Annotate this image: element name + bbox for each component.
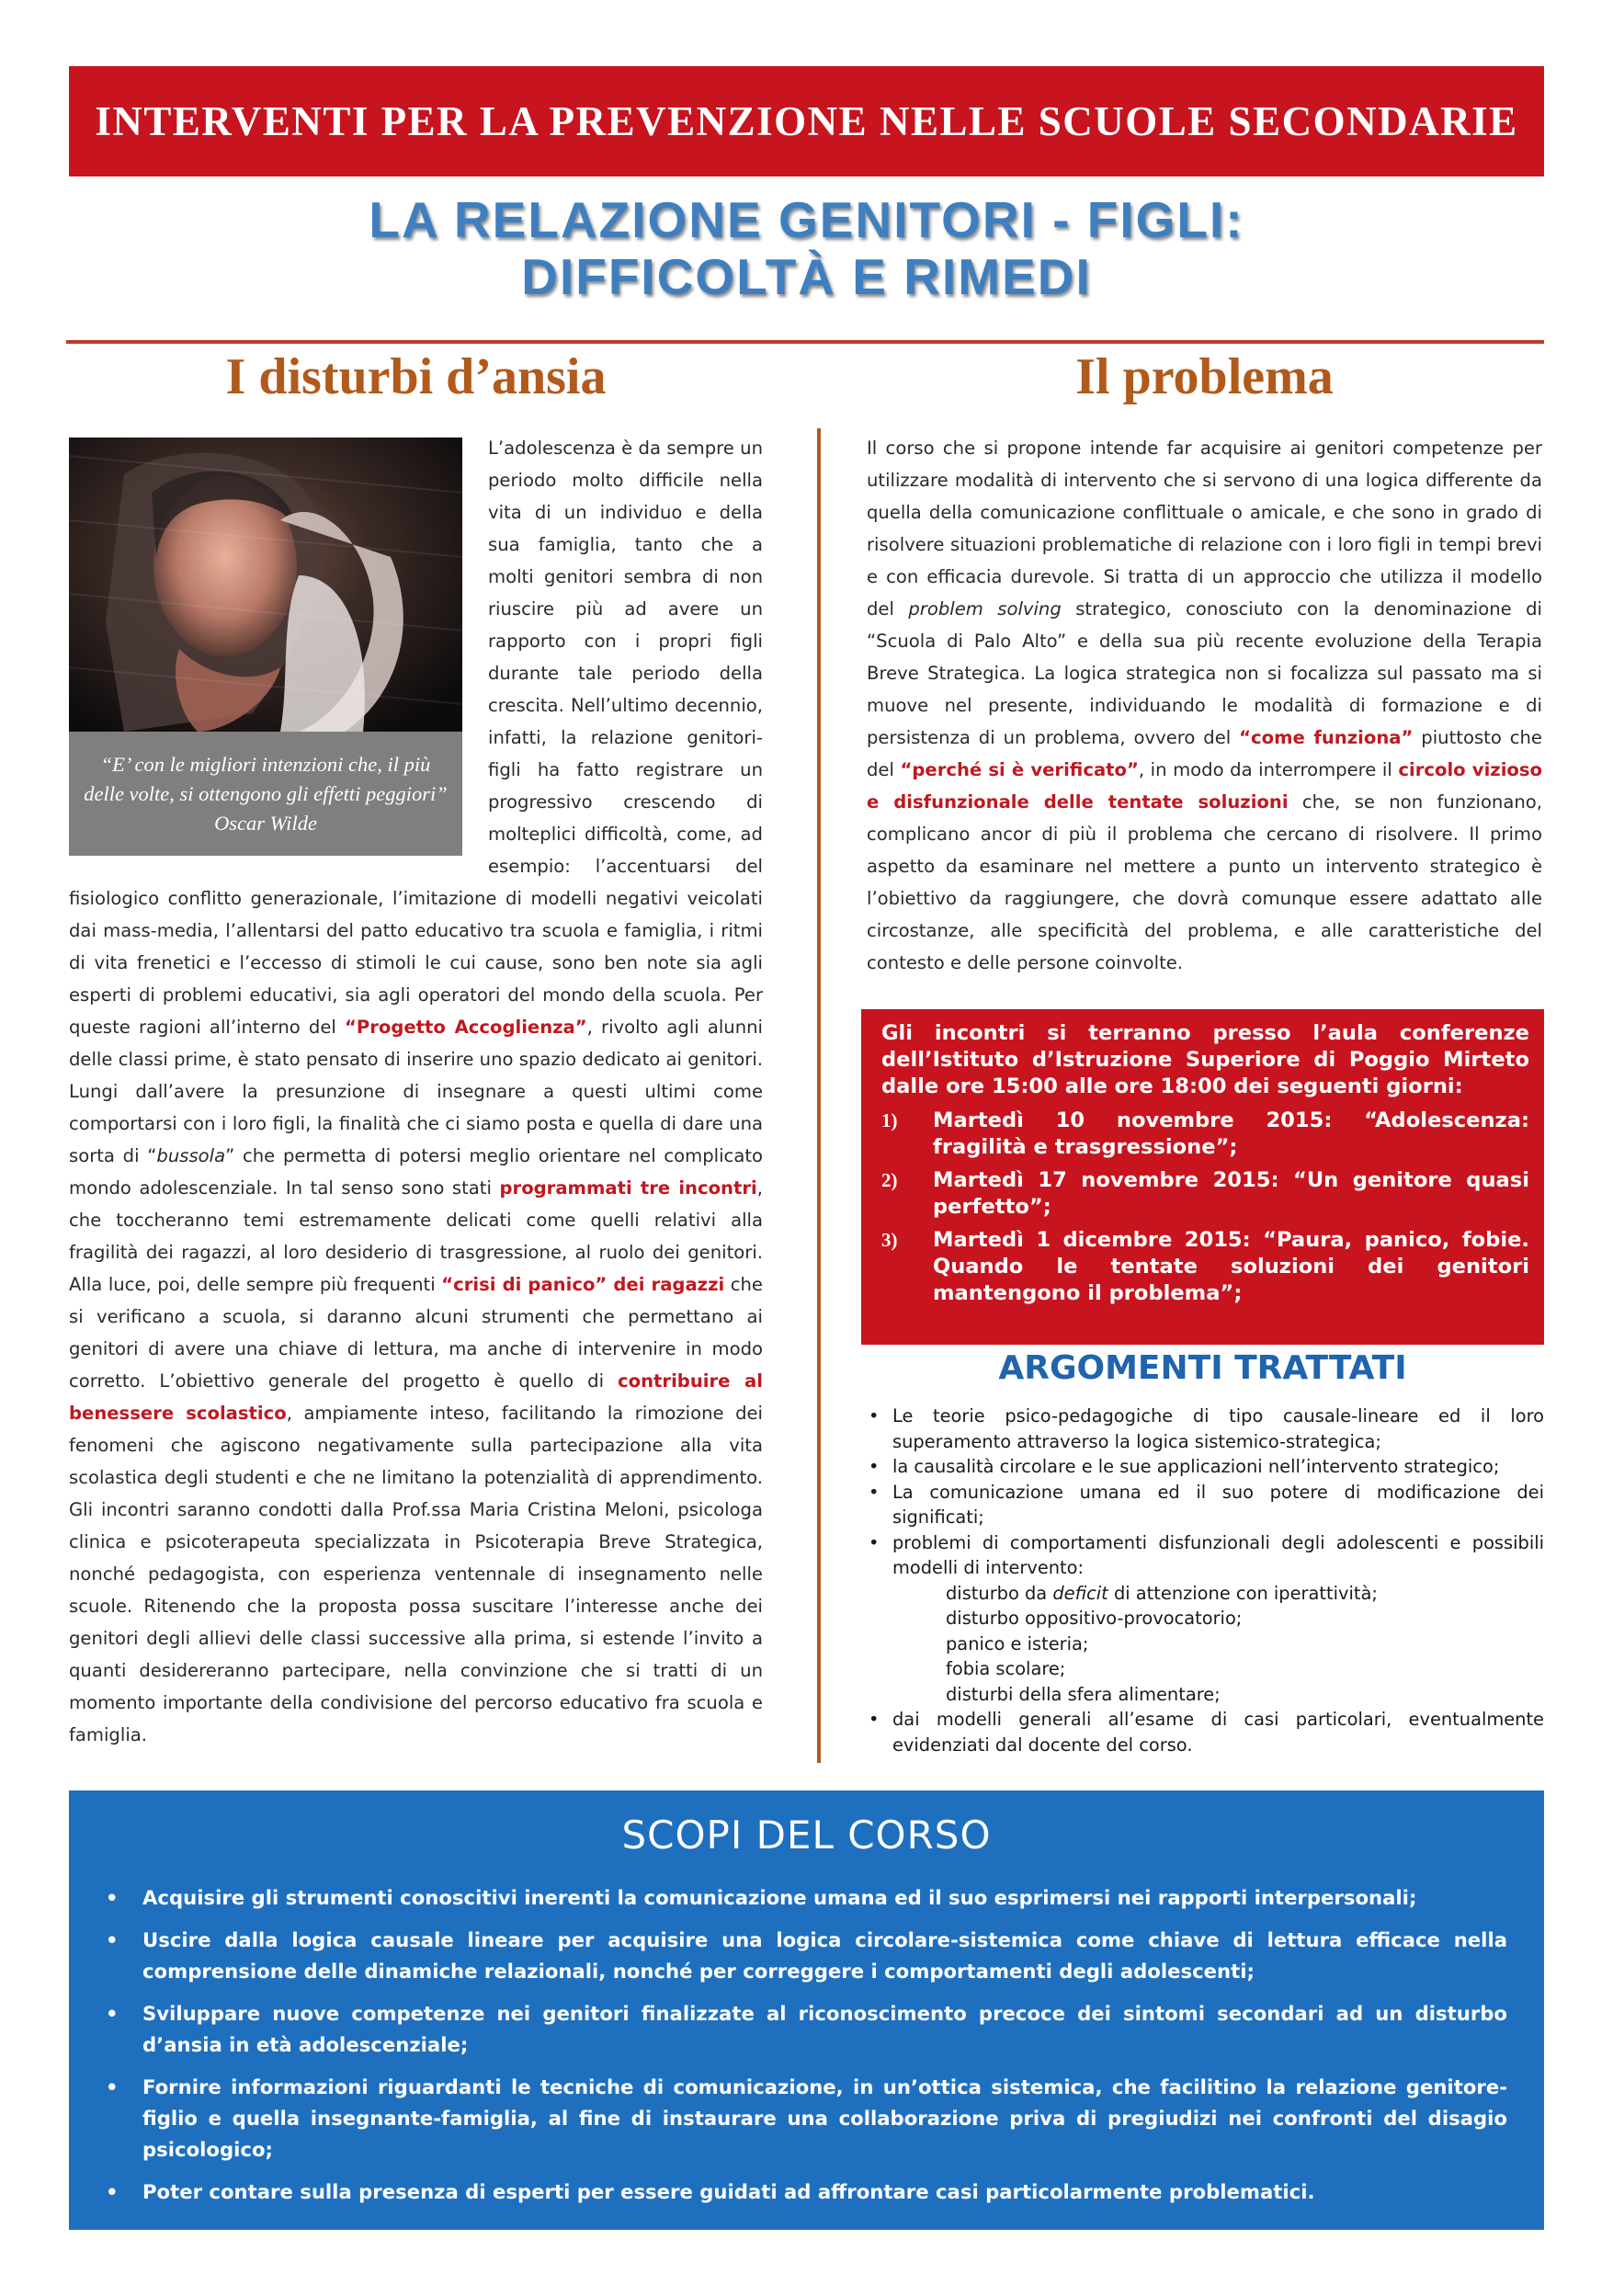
right-text-1: Il corso che si propone intende far acquisire ai genitori competenze per utilizzare modalità di intervento che si servono di una logica differente da quella della comunicazione conflittuale o amicale, e che sono in grado di risolvere situazioni problematiche di relazione con i loro figli in tempi brevi e con efficacia durevole. Si tratta di un approccio che utilizza il modello del [867, 438, 1542, 619]
goal-item: • Acquisire gli strumenti conoscitivi inerenti la comunicazione umana ed il suo esprimersi nei rapporti interpersonali; [106, 1882, 1507, 1914]
left-text-6: , ampiamente inteso, facilitando la rimozione dei fenomeni che agiscono negativamente sulla partecipazione alla vita scolastica degli studenti e che ne limitano la potenzialità di apprendimento. Gli incontri saranno condotti dalla Prof.ssa Maria Cristina Meloni, psicologa clinica e psicoterapeuta specializzata in Psicoterapia Breve Strategica, nonché pedagogista, con esperienza ventennale di insegnamento nelle scuole. Ritenendo che la proposta possa suscitare l’interesse anche dei genitori degli allievi delle classi successive alla prima, si estende l’invito a quanti desidereranno partecipare, nella convinzione che si tratti di un momento importante della condivisione del percorso educativo fra scuola e famiglia. [69, 1403, 763, 1745]
schedule-item-text: Martedì 1 dicembre 2015: “Paura, panico, fobie. Quando le tentate soluzioni dei genitori mantengono il problema”; [933, 1228, 1529, 1305]
goals-title: SCOPI DEL CORSO [621, 1813, 992, 1858]
photo-image [69, 438, 462, 732]
highlight-tre-incontri: programmati tre incontri [499, 1177, 757, 1199]
photo-caption: “E’ con le migliori intenzioni che, il più delle volte, si ottengono gli effetti peggiori” Oscar Wilde [69, 732, 462, 856]
topic-subitem: disturbo oppositivo-provocatorio; [946, 1608, 1243, 1629]
left-text-3: ” che permetta di potersi meglio orientare nel complicato mondo adolescenziale. In tal senso sono stati [69, 1145, 764, 1199]
left-text-1: L’adolescenza è da sempre un periodo molto difficile nella vita di un individuo e della sua famiglia, tanto che a molti genitori sembra di non riuscire più ad avere un rapporto con i propri figli durante tale periodo della crescita. Nell’ultimo decennio, infatti, la relazione genitori-figli ha fatto registrare un progressivo crescendo di molteplici difficoltà, come, ad esempio: l’accentuarsi del fisiologico conflitto generazionale, l’imitazione di modelli negativi veicolati dai mass-media, l’allentarsi del patto educativo tra scuola e famiglia, i ritmi di vita frenetici e l’eccesso di stimoli le cui cause, sono ben note sia agli esperti di problemi educativi, sia agli operatori del mondo della scuola. Per queste ragioni all’interno del [69, 438, 763, 1038]
emphasis-problem-solving: problem solving [908, 598, 1062, 619]
divider [66, 340, 1544, 344]
schedule-item-number: 2) [881, 1169, 898, 1191]
topic-subitem: disturbo da deficit di attenzione con iperattività; [946, 1582, 1378, 1604]
highlight-benessere-scolastico: contribuire al benessere scolastico [69, 1370, 763, 1424]
right-heading: Il problema [1075, 348, 1334, 405]
right-text-3: piuttosto che del [867, 727, 1542, 780]
schedule-box [861, 1009, 1544, 1345]
topic-item: • Le teorie psico-pedagogiche di tipo causale-lineare ed il loro superamento attraverso la logica sistemico-strategica; [869, 1404, 1544, 1454]
highlight-progetto-accoglienza: “Progetto Accoglienza” [345, 1017, 587, 1038]
topic-subitem: disturbi della sfera alimentare; [946, 1683, 1221, 1705]
schedule-item-number: 1) [881, 1109, 898, 1131]
schedule-item [881, 1227, 1529, 1307]
schedule-item [881, 1167, 1529, 1221]
topics-list [869, 1404, 1544, 1757]
left-text-5: che si verificano a scuola, si daranno alcuni strumenti che permettano ai genitori di avere una chiave di lettura, ma anche di intervenire in modo corretto. L’obiettivo generale del progetto è quello di [69, 1274, 763, 1392]
topic-subitem: fobia scolare; [946, 1658, 1066, 1679]
emphasis-bussola: bussola [156, 1145, 226, 1166]
topic-item [869, 1530, 1544, 1708]
schedule-item-text: Martedì 10 novembre 2015: “Adolescenza: fragilità e trasgressione”; [933, 1108, 1529, 1159]
schedule-item-text: Martedì 17 novembre 2015: “Un genitore quasi perfetto”; [933, 1168, 1529, 1219]
right-text-4: , in modo da interrompere il [1138, 759, 1399, 780]
subtitle [69, 191, 1544, 305]
topic-item: • La comunicazione umana ed il suo potere di modificazione dei significati; [869, 1480, 1544, 1530]
subtitle-line-1: LA RELAZIONE GENITORI - FIGLI: [369, 191, 1244, 248]
topic-item-text: problemi di comportamenti disfunzionali degli adolescenti e possibili modelli di intervento: [892, 1531, 1544, 1578]
topic-item: • dai modelli generali all’esame di casi particolari, eventualmente evidenziati dal docente del corso. [869, 1707, 1544, 1757]
subtitle-line-2: DIFFICOLTÀ E RIMEDI [521, 248, 1092, 305]
topic-item: • la causalità circolare e le sue applicazioni nell’intervento strategico; [869, 1454, 1544, 1480]
topic-subitem: panico e isteria; [946, 1632, 1089, 1654]
left-text-4: , che toccheranno temi estremamente delicati come quelli relativi alla fragilità dei ragazzi, al loro desiderio di trasgressione, al ruolo dei genitori. Alla luce, poi, delle sempre più frequenti [69, 1177, 763, 1295]
schedule-list [881, 1108, 1529, 1307]
goal-item: • Sviluppare nuove competenze nei genitori finalizzate al riconoscimento precoce dei sintomi secondari ad un disturbo d’ansia in età adolescenziale; [106, 1998, 1507, 2061]
right-text-2: strategico, conosciuto con la denominazione di “Scuola di Palo Alto” e della sua più recente evoluzione della Terapia Breve Strategica. La logica strategica non si focalizza sul passato ma si muove nel presente, individuando le modalità di formazione e di persistenza di un problema, ovvero del [867, 598, 1542, 748]
goal-item: • Fornire informazioni riguardanti le tecniche di comunicazione, in un’ottica sistemica, che facilitino la relazione genitore-figlio e quella insegnante-famiglia, al fine di instaurare una collaborazione priva di pregiudizi nei confronti del disagio psicologico; [106, 2072, 1507, 2165]
left-column-text [69, 432, 763, 1751]
highlight-crisi-di-panico: “crisi di panico” dei ragazzi [441, 1274, 725, 1295]
topics-title: ARGOMENTI TRATTATI [998, 1349, 1407, 1387]
right-text-5: che, se non funzionano, complicano ancor di più il problema che cercano di risolvere. Il primo aspetto da esaminare nel mettere a punto un intervento strategico è l’obiettivo da raggiungere, che dovrà comunque essere adattato alle circostanze, alle specificità del problema, e alle caratteristiche del contesto e delle persone coinvolte. [867, 791, 1542, 973]
right-column-text [867, 432, 1542, 979]
highlight-perche-si-e-verificato: “perché si è verificato” [900, 759, 1139, 780]
topic-sublist [892, 1581, 1544, 1708]
left-heading: I disturbi d’ansia [225, 348, 607, 405]
goals-box [69, 1790, 1544, 2230]
goal-item: • Poter contare sulla presenza di esperti per essere guidati ad affrontare casi particolarmente problematici. [106, 2177, 1507, 2208]
schedule-item-number: 3) [881, 1229, 898, 1251]
schedule-intro: Gli incontri si terranno presso l’aula conferenze dell’Istituto d’Istruzione Superiore di Poggio Mirteto dalle ore 15:00 alle ore 18:00 dei seguenti giorni: [881, 1021, 1529, 1098]
photo-with-caption [69, 438, 462, 856]
column-separator [817, 428, 821, 1763]
goal-item: • Uscire dalla logica causale lineare per acquisire una logica circolare-sistemica come chiave di lettura efficace nella comprensione delle dinamiche relazionali, nonché per correggere i comportamenti degli adolescenti; [106, 1925, 1507, 1987]
left-text-2: , rivolto agli alunni delle classi prime, è stato pensato di inserire uno spazio dedicato ai genitori. Lungi dall’avere la presunzione di insegnare a questi ultimi come comportarsi con i loro figli, la finalità che ci siamo posta e quella di dare una sorta di “ [69, 1017, 764, 1166]
banner-title: INTERVENTI PER LA PREVENZIONE NELLE SCUOLE SECONDARIE [69, 66, 1544, 176]
highlight-come-funziona: “come funziona” [1239, 727, 1414, 748]
goals-list [106, 1882, 1507, 2208]
schedule-item [881, 1108, 1529, 1161]
highlight-circolo-vizioso: circolo vizioso e disfunzionale delle tentate soluzioni [867, 759, 1542, 813]
